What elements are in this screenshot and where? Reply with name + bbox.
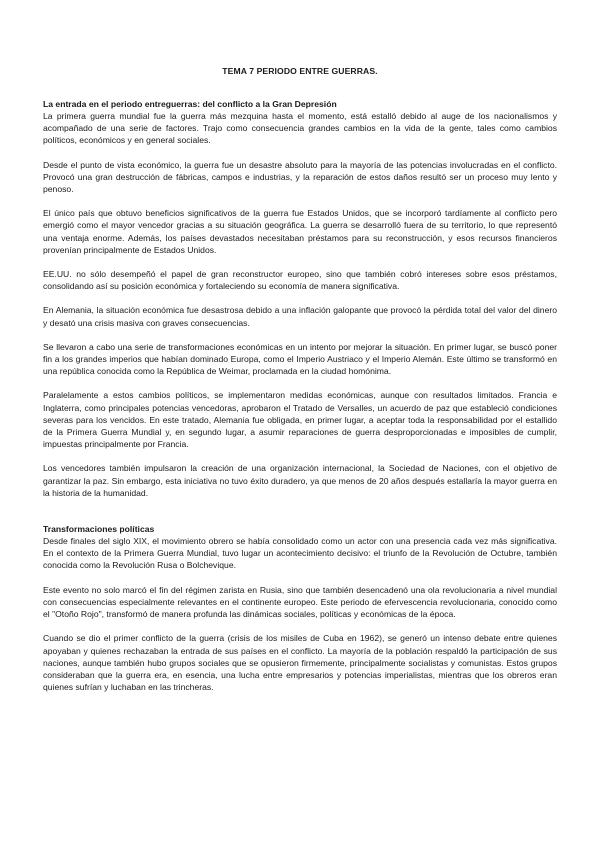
section-entreguerras [43, 98, 557, 499]
section-heading: Transformaciones políticas [43, 524, 155, 535]
paragraph: Los vencedores también impulsaron la creación de una organización internacional, la Sociedad de Naciones, con el objetivo de garantizar la paz. Sin embargo, esta iniciativa no tuvo éxito duradero, ya que menos de 20 años después estallaría la mayor guerra en la historia de la humanidad. [43, 463, 557, 498]
paragraph: El único país que obtuvo beneficios significativos de la guerra fue Estados Unidos, que se incorporó tardíamente al conflicto pero emergió como el mayor vencedor gracias a su situación geográfica. La guerra se desarrolló fuera de su territorio, lo que representó una ventaja enorme. Además, los países devastados necesitaban préstamos para su reconstrucción, y esos recursos financieros provenían principalmente de Estados Unidos. [43, 208, 557, 255]
paragraph: Desde finales del siglo XIX, el movimiento obrero se había consolidado como un actor con una presencia cada vez más significativa. En el contexto de la Primera Guerra Mundial, tuvo lugar un acontecimiento decisivo: el triunfo de la Revolución de Octubre, también conocida como la Revolución Rusa o Bolchevique. [43, 536, 557, 571]
paragraph: Este evento no solo marcó el fin del régimen zarista en Rusia, sino que también desencadenó una ola revolucionaria a nivel mundial con consecuencias especialmente relevantes en el continente europeo. Este periodo de efervescencia revolucionaria, conocido como el "Otoño Rojo", transformó de manera profunda las dinámicas sociales, políticas y económicas de la época. [43, 584, 557, 620]
section-heading: La entrada en el periodo entreguerras: del conflicto a la Gran Depresión [43, 99, 337, 109]
paragraph: Desde el punto de vista económico, la guerra fue un desastre absoluto para la mayoría de las potencias involucradas en el conflicto. Provocó una gran destrucción de fábricas, campos e industrias, y la reparación de estos daños resultó ser un proceso muy lento y penoso. [43, 159, 557, 195]
page-title: TEMA 7 PERIODO ENTRE GUERRAS. [222, 66, 378, 76]
paragraph: En Alemania, la situación económica fue desastrosa debido a una inflación galopante que provocó la pérdida total del valor del dinero y desató una crisis masiva con graves consecuencias. [43, 305, 557, 328]
section-transformaciones-politicas [43, 523, 557, 693]
paragraph: Paralelamente a estos cambios políticos, se implementaron medidas económicas, aunque con resultados limitados. Francia e Inglaterra, como principales potencias vencedoras, aprobaron el Tratado de Versalles, un acuerdo de paz que estableció condiciones severas para los vencidos. En este tratado, Alemania fue obligada, en primer lugar, a aceptar toda la responsabilidad por el estallido de la Primera Guerra Mundial y, en segundo lugar, a asumir reparaciones de guerra desproporcionadas e imposibles de cumplir, impuestas principalmente por Francia. [43, 390, 557, 450]
paragraph: EE.UU. no sólo desempeñó el papel de gran reconstructor europeo, sino que también cobró intereses sobre esos préstamos, consolidando así su posición económica y fortaleciendo su economía de manera significativa. [43, 269, 557, 292]
paragraph: La primera guerra mundial fue la guerra más mezquina hasta el momento, está estalló debido al auge de los nacionalismos y acompañado de una serie de factores. Trajo como consecuencia grandes cambios en la vida de la gente, tales como cambios políticos, económicos y en general sociales. [43, 111, 557, 146]
paragraph: Se llevaron a cabo una serie de transformaciones económicas en un intento por mejorar la situación. En primer lugar, se buscó poner fin a los grandes imperios que habían dominado Europa, como el Imperio Austriaco y el Imperio Alemán. Este último se transformó en una república conocida como la República de Weimar, proclamada en la ciudad homónima. [43, 341, 557, 377]
paragraph: Cuando se dio el primer conflicto de la guerra (crisis de los misiles de Cuba en 1962), se generó un intenso debate entre quienes apoyaban y quienes rechazaban la entrada de sus países en el conflicto. La mayoría de la población respaldó la participación de sus naciones, aunque también hubo grupos sociales que se opusieron firmemente, principalmente socialistas y comunistas. Estos grupos consideraban que la guerra era, en esencia, una lucha entre empresarios y potencias imperialistas, mientras que los obreros eran quienes sufrían y luchaban en las trincheras. [43, 633, 557, 693]
